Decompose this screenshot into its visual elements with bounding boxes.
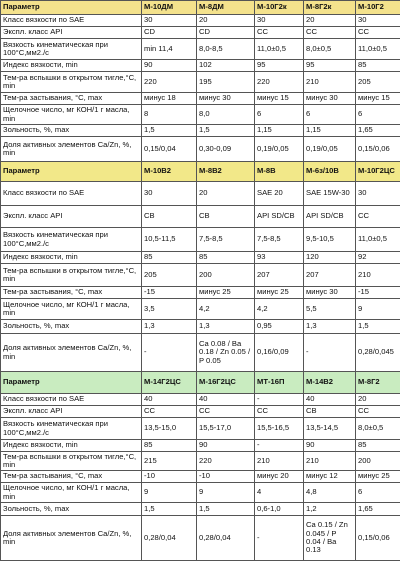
param-value: 1,3 bbox=[197, 320, 255, 334]
table-row bbox=[1, 440, 400, 452]
param-value: 0,28/0,045 bbox=[356, 334, 400, 372]
param-value: 1,3 bbox=[142, 320, 197, 334]
table-row bbox=[1, 452, 400, 471]
param-label: Экспл. класс API bbox=[1, 27, 142, 39]
table-row bbox=[1, 228, 400, 252]
param-value: минус 12 bbox=[304, 471, 356, 483]
param-label: Щелочное число, мг КОН/1 г масла, min bbox=[1, 105, 142, 125]
param-label: Индекс вязкости, min bbox=[1, 440, 142, 452]
param-label: Вязкость кинематическая при 100°С,мм2./с bbox=[1, 418, 142, 440]
param-label: Доля активных элементов Ca/Zn, %, min bbox=[1, 334, 142, 372]
param-value: 6 bbox=[356, 483, 400, 503]
param-value: 20 bbox=[197, 182, 255, 206]
param-value: 15,5-17,0 bbox=[197, 418, 255, 440]
param-value: 4,2 bbox=[255, 299, 304, 320]
param-label: Тем-ра вспышки в открытом тигле,°С, min bbox=[1, 264, 142, 287]
param-value: минус 15 bbox=[255, 93, 304, 105]
param-value: - bbox=[255, 394, 304, 406]
param-value: минус 25 bbox=[255, 287, 304, 299]
table-row bbox=[1, 206, 400, 228]
param-value: - bbox=[142, 334, 197, 372]
param-label: Зольность, %, max bbox=[1, 320, 142, 334]
param-value: 8 bbox=[142, 105, 197, 125]
param-value: 4,2 bbox=[197, 299, 255, 320]
param-value: CC bbox=[356, 406, 400, 418]
param-value: 20 bbox=[197, 15, 255, 27]
param-value: минус 18 bbox=[142, 93, 197, 105]
param-value: - bbox=[255, 516, 304, 561]
param-value: 85 bbox=[356, 440, 400, 452]
param-label: Класс вязкости по SAE bbox=[1, 394, 142, 406]
param-value: CB bbox=[197, 206, 255, 228]
param-label: Индекс вязкости, min bbox=[1, 252, 142, 264]
param-value: 11,0±0,5 bbox=[356, 228, 400, 252]
param-value: 6 bbox=[255, 105, 304, 125]
param-value: 1,65 bbox=[356, 125, 400, 137]
table-row bbox=[1, 320, 400, 334]
table-row bbox=[1, 252, 400, 264]
param-value: минус 30 bbox=[197, 93, 255, 105]
param-value: 40 bbox=[142, 394, 197, 406]
param-value: 90 bbox=[142, 60, 197, 72]
param-value: 4 bbox=[255, 483, 304, 503]
param-value: min 11,4 bbox=[142, 39, 197, 60]
param-label: Экспл. класс API bbox=[1, 406, 142, 418]
param-value: 0,19/0,05 bbox=[255, 137, 304, 162]
param-value: минус 25 bbox=[356, 471, 400, 483]
param-value: 1,15 bbox=[255, 125, 304, 137]
param-column-header: Параметр bbox=[1, 162, 142, 182]
table-row bbox=[1, 471, 400, 483]
oil-grade-header: М-8В2 bbox=[197, 162, 255, 182]
param-value: 0,28/0,04 bbox=[197, 516, 255, 561]
param-value: 1,5 bbox=[197, 503, 255, 516]
table-row bbox=[1, 287, 400, 299]
oil-grade-header: М-14Г2ЦС bbox=[142, 372, 197, 394]
param-value: -10 bbox=[142, 471, 197, 483]
param-label: Тем-ра вспышки в открытом тигле,°С, min bbox=[1, 452, 142, 471]
param-value: 7,5-8,5 bbox=[255, 228, 304, 252]
param-value: 90 bbox=[304, 440, 356, 452]
param-value: 207 bbox=[255, 264, 304, 287]
param-value: 0,28/0,04 bbox=[142, 516, 197, 561]
param-label: Доля активных элементов Ca/Zn, %, min bbox=[1, 137, 142, 162]
param-value: 20 bbox=[304, 15, 356, 27]
param-value: CC bbox=[356, 27, 400, 39]
param-label: Тем-ра застывания, °С, max bbox=[1, 93, 142, 105]
oil-grade-header: МТ-16П bbox=[255, 372, 304, 394]
param-value: CB bbox=[304, 406, 356, 418]
param-label: Класс вязкости по SAE bbox=[1, 182, 142, 206]
table-row bbox=[1, 264, 400, 287]
param-value: 30 bbox=[356, 182, 400, 206]
param-label: Зольность, %, max bbox=[1, 125, 142, 137]
param-value: 30 bbox=[356, 15, 400, 27]
oil-grade-header: М-16Г2ЦС bbox=[197, 372, 255, 394]
param-label: Щелочное число, мг КОН/1 г масла, min bbox=[1, 483, 142, 503]
param-label: Вязкость кинематическая при 100°С,мм2./с bbox=[1, 228, 142, 252]
param-value: 6 bbox=[304, 105, 356, 125]
param-value: CC bbox=[304, 27, 356, 39]
param-value: 220 bbox=[142, 72, 197, 93]
table-row bbox=[1, 93, 400, 105]
param-value: SAE 20 bbox=[255, 182, 304, 206]
param-value: 40 bbox=[197, 394, 255, 406]
table-row bbox=[1, 27, 400, 39]
param-label: Тем-ра вспышки в открытом тигле,°С, min bbox=[1, 72, 142, 93]
table-row bbox=[1, 72, 400, 93]
oil-grade-header: М-8Г2 bbox=[356, 372, 400, 394]
param-value: CC bbox=[356, 206, 400, 228]
param-value: 15,5-16,5 bbox=[255, 418, 304, 440]
table-row bbox=[1, 15, 400, 27]
param-value: 9 bbox=[356, 299, 400, 320]
param-value: 1,65 bbox=[356, 503, 400, 516]
table-row bbox=[1, 406, 400, 418]
param-value: 85 bbox=[142, 252, 197, 264]
param-value: - bbox=[255, 440, 304, 452]
param-value: 9 bbox=[197, 483, 255, 503]
param-value: CC bbox=[197, 406, 255, 418]
param-label: Тем-ра застывания, °С, max bbox=[1, 471, 142, 483]
oil-grade-header: М-10В2 bbox=[142, 162, 197, 182]
param-value: 0,15/0,06 bbox=[356, 516, 400, 561]
table-row bbox=[1, 137, 400, 162]
param-value: 11,0±0,5 bbox=[356, 39, 400, 60]
oil-grade-header: М-14В2 bbox=[304, 372, 356, 394]
param-value: 11,0±0,5 bbox=[255, 39, 304, 60]
param-label: Индекс вязкости, min bbox=[1, 60, 142, 72]
param-label: Экспл. класс API bbox=[1, 206, 142, 228]
param-value: -10 bbox=[197, 471, 255, 483]
table-row bbox=[1, 299, 400, 320]
param-label: Вязкость кинематическая при 100°С,мм2./с bbox=[1, 39, 142, 60]
param-value: минус 20 bbox=[255, 471, 304, 483]
param-value: 1,5 bbox=[356, 320, 400, 334]
param-value: CC bbox=[255, 27, 304, 39]
param-value: 0,95 bbox=[255, 320, 304, 334]
param-value: 8,0±0,5 bbox=[304, 39, 356, 60]
section-header-row bbox=[1, 162, 400, 182]
param-value: 0,16/0,09 bbox=[255, 334, 304, 372]
param-value: 0,15/0,06 bbox=[356, 137, 400, 162]
param-value: 6 bbox=[356, 105, 400, 125]
oil-grade-header: М-8ДМ bbox=[197, 1, 255, 15]
param-value: 1,5 bbox=[142, 503, 197, 516]
param-value: 95 bbox=[255, 60, 304, 72]
param-value: минус 15 bbox=[356, 93, 400, 105]
param-value: 85 bbox=[142, 440, 197, 452]
param-value: 0,15/0,04 bbox=[142, 137, 197, 162]
oil-grade-header: М-8Г2к bbox=[304, 1, 356, 15]
param-value: 92 bbox=[356, 252, 400, 264]
param-value: 4,8 bbox=[304, 483, 356, 503]
param-value: Ca 0.15 / Zn 0.045 / P 0.04 / Ba 0.13 bbox=[304, 516, 356, 561]
param-value: 0,19/0,05 bbox=[304, 137, 356, 162]
param-value: 40 bbox=[304, 394, 356, 406]
param-value: CC bbox=[142, 406, 197, 418]
param-value: 9,5-10,5 bbox=[304, 228, 356, 252]
table-row bbox=[1, 418, 400, 440]
param-value: 1,2 bbox=[304, 503, 356, 516]
section-header-row bbox=[1, 1, 400, 15]
table-row bbox=[1, 39, 400, 60]
param-value: 30 bbox=[255, 15, 304, 27]
param-value: 93 bbox=[255, 252, 304, 264]
table-row bbox=[1, 182, 400, 206]
oil-grade-header: М-10Г2 bbox=[356, 1, 400, 15]
table-row bbox=[1, 483, 400, 503]
param-label: Зольность, %, max bbox=[1, 503, 142, 516]
table-row bbox=[1, 105, 400, 125]
param-value: 210 bbox=[304, 72, 356, 93]
param-value: API SD/CB bbox=[255, 206, 304, 228]
param-value: 1,15 bbox=[304, 125, 356, 137]
param-value: 7,5-8,5 bbox=[197, 228, 255, 252]
param-value: CB bbox=[142, 206, 197, 228]
table-row bbox=[1, 125, 400, 137]
param-value: 210 bbox=[304, 452, 356, 471]
param-value: 5,5 bbox=[304, 299, 356, 320]
param-value: 200 bbox=[197, 264, 255, 287]
param-value: CD bbox=[142, 27, 197, 39]
param-value: 95 bbox=[304, 60, 356, 72]
param-value: 200 bbox=[356, 452, 400, 471]
param-value: 215 bbox=[142, 452, 197, 471]
param-value: 8,0 bbox=[197, 105, 255, 125]
param-value: 220 bbox=[255, 72, 304, 93]
section-header-row bbox=[1, 372, 400, 394]
param-value: 9 bbox=[142, 483, 197, 503]
param-value: 3,5 bbox=[142, 299, 197, 320]
param-value: 30 bbox=[142, 15, 197, 27]
param-value: CC bbox=[255, 406, 304, 418]
param-value: минус 30 bbox=[304, 287, 356, 299]
param-label: Доля активных элементов Ca/Zn, %, min bbox=[1, 516, 142, 561]
table-row bbox=[1, 516, 400, 561]
param-value: 1,5 bbox=[197, 125, 255, 137]
table-row bbox=[1, 394, 400, 406]
param-value: 207 bbox=[304, 264, 356, 287]
param-label: Тем-ра застывания, °С, max bbox=[1, 287, 142, 299]
table-row bbox=[1, 334, 400, 372]
param-value: 10,5-11,5 bbox=[142, 228, 197, 252]
param-value: минус 30 bbox=[304, 93, 356, 105]
param-value: API SD/CB bbox=[304, 206, 356, 228]
param-value: Ca 0.08 / Ba 0.18 / Zn 0.05 / P 0.05 bbox=[197, 334, 255, 372]
param-value: 205 bbox=[356, 72, 400, 93]
param-value: 85 bbox=[197, 252, 255, 264]
oil-grade-header: М-6з/10В bbox=[304, 162, 356, 182]
param-label: Класс вязкости по SAE bbox=[1, 15, 142, 27]
param-value: 1,3 bbox=[304, 320, 356, 334]
param-value: CD bbox=[197, 27, 255, 39]
param-column-header: Параметр bbox=[1, 372, 142, 394]
table-row bbox=[1, 503, 400, 516]
oil-grade-header: М-10ДМ bbox=[142, 1, 197, 15]
param-column-header: Параметр bbox=[1, 1, 142, 15]
param-value: 85 bbox=[356, 60, 400, 72]
param-value: 210 bbox=[255, 452, 304, 471]
param-value: 8,0-8,5 bbox=[197, 39, 255, 60]
param-value: 13,5-14,5 bbox=[304, 418, 356, 440]
param-value: 205 bbox=[142, 264, 197, 287]
param-label: Щелочное число, мг КОН/1 г масла, min bbox=[1, 299, 142, 320]
param-value: 0,6-1,0 bbox=[255, 503, 304, 516]
table-row bbox=[1, 60, 400, 72]
param-value: 1,5 bbox=[142, 125, 197, 137]
param-value: -15 bbox=[356, 287, 400, 299]
oil-grade-header: М-10Г2к bbox=[255, 1, 304, 15]
param-value: 90 bbox=[197, 440, 255, 452]
param-value: 210 bbox=[356, 264, 400, 287]
param-value: 8,0±0,5 bbox=[356, 418, 400, 440]
param-value: - bbox=[304, 334, 356, 372]
param-value: 220 bbox=[197, 452, 255, 471]
param-value: 0,30-0,09 bbox=[197, 137, 255, 162]
oil-grade-header: М-8В bbox=[255, 162, 304, 182]
param-value: 20 bbox=[356, 394, 400, 406]
param-value: 13,5-15,0 bbox=[142, 418, 197, 440]
param-value: 102 bbox=[197, 60, 255, 72]
oil-grade-header: М-10Г2ЦС bbox=[356, 162, 400, 182]
param-value: -15 bbox=[142, 287, 197, 299]
param-value: 195 bbox=[197, 72, 255, 93]
param-value: SAE 15W-30 bbox=[304, 182, 356, 206]
param-value: 30 bbox=[142, 182, 197, 206]
param-value: минус 25 bbox=[197, 287, 255, 299]
param-value: 120 bbox=[304, 252, 356, 264]
